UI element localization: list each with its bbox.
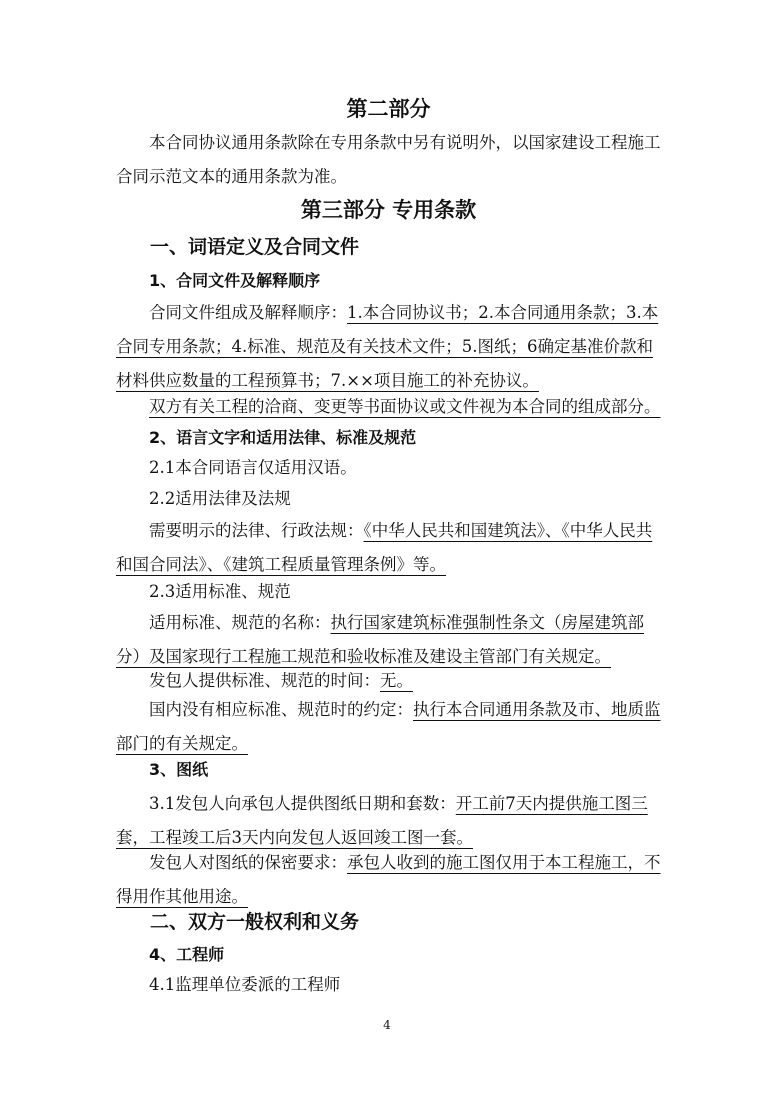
clause3-p2-value: 承包人收到的施工图仅用于本工程施工，不得用作其他用途。 xyxy=(116,853,661,906)
clause1-paragraph2 xyxy=(116,390,661,424)
clause1-p1-lead: 合同文件组成及解释顺序： xyxy=(149,303,347,322)
clause2-paragraph3 xyxy=(116,514,661,582)
clause2-paragraph4: 2.3适用标准、规范 xyxy=(149,582,291,601)
part3-title: 第三部分 专用条款 xyxy=(300,198,477,222)
clause3-paragraph1 xyxy=(116,787,661,855)
clause1-paragraph1 xyxy=(116,296,661,398)
clause2-p6-lead: 发包人提供标准、规范的时间： xyxy=(149,671,380,690)
section1-heading: 一、词语定义及合同文件 xyxy=(150,236,360,258)
clause1-p1-value: 1.本合同协议书；2.本合同通用条款；3.本合同专用条款；4.标准、规范及有关技术文件；5.图纸；6确定基准价款和材料供应数量的工程预算书；7.××项目施工的补充协议。 xyxy=(116,303,659,390)
clause4-heading: 4、工程师 xyxy=(149,945,225,964)
clause2-p5-value: 执行国家建筑标准强制性条文（房屋建筑部分）及国家现行工程施工规范和验收标准及建设主管部门有关规定。 xyxy=(116,613,644,666)
clause2-paragraph2: 2.2适用法律及法规 xyxy=(149,489,291,508)
clause2-p5-lead: 适用标准、规范的名称： xyxy=(149,613,331,632)
clause2-p6-value: 无。 xyxy=(380,671,413,690)
clause3-p2-lead: 发包人对图纸的保密要求： xyxy=(149,853,347,872)
clause1-p2-value: 双方有关工程的洽商、变更等书面协议或文件视为本合同的组成部分。 xyxy=(149,397,661,416)
clause2-paragraph1: 2.1本合同语言仅适用汉语。 xyxy=(149,458,357,477)
clause3-p1-value: 开工前7天内提供施工图三套，工程竣工后3天内向发包人返回竣工图一套。 xyxy=(116,794,648,847)
clause2-heading: 2、语言文字和适用法律、标准及规范 xyxy=(149,428,417,447)
clause3-p1-lead: 3.1发包人向承包人提供图纸日期和套数： xyxy=(149,794,456,813)
section2-heading: 二、双方一般权利和义务 xyxy=(150,911,360,933)
clause2-p3-lead: 需要明示的法律、行政法规： xyxy=(149,521,364,540)
part2-title: 第二部分 xyxy=(346,97,431,121)
clause3-heading: 3、图纸 xyxy=(149,760,209,779)
clause4-paragraph1: 4.1监理单位委派的工程师 xyxy=(149,975,341,994)
part2-paragraph: 本合同协议通用条款除在专用条款中另有说明外，以国家建设工程施工合同示范文本的通用条款为准。 xyxy=(116,133,661,186)
clause3-paragraph2 xyxy=(116,846,661,914)
clause2-p7-lead: 国内没有相应标准、规范时的约定： xyxy=(149,700,413,719)
clause1-heading: 1、合同文件及解释顺序 xyxy=(149,271,321,290)
clause2-paragraph7 xyxy=(116,693,661,761)
page-number: 4 xyxy=(383,1018,391,1032)
clause2-p7-value: 执行本合同通用条款及市、地质监部门的有关规定。 xyxy=(116,700,661,753)
clause2-p3-value: 《中华人民共和国建筑法》、《中华人民共和国合同法》、《建筑工程质量管理条例》等。 xyxy=(116,521,653,574)
